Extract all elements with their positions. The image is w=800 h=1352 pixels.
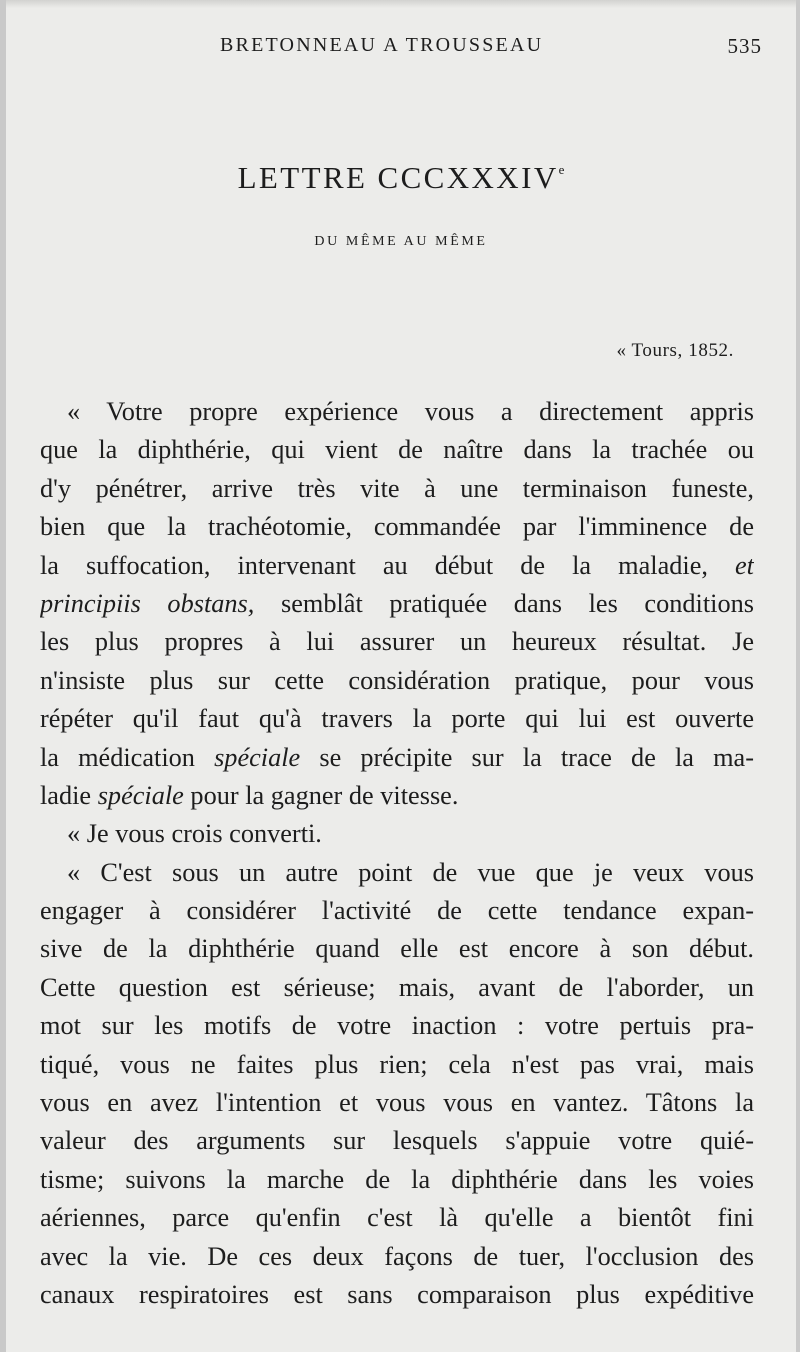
text-line bbox=[40, 1122, 754, 1160]
text-segment: sive de la diphthérie quand elle est encore à son début. bbox=[40, 934, 754, 964]
text-line bbox=[40, 1276, 754, 1314]
text-line bbox=[40, 700, 754, 738]
page-edge-shadow bbox=[6, 0, 796, 8]
text-line bbox=[40, 547, 754, 585]
text-line bbox=[40, 969, 754, 1007]
text-segment: ladie bbox=[40, 780, 98, 810]
text-segment: n'insiste plus sur cette considération pratique, pour vous bbox=[40, 665, 754, 695]
book-page bbox=[6, 0, 796, 1352]
dateline: « Tours, 1852. bbox=[616, 340, 734, 361]
text-segment: aériennes, parce qu'enfin c'est là qu'elle a bientôt fini bbox=[40, 1203, 754, 1233]
letter-title-superscript: e bbox=[558, 162, 565, 177]
text-segment: engager à considérer l'activité de cette tendance expan- bbox=[40, 896, 754, 926]
text-segment: canaux respiratoires est sans comparaison plus expéditive bbox=[40, 1279, 754, 1309]
text-segment: se précipite sur la trace de la ma- bbox=[300, 742, 754, 772]
text-segment: que la diphthérie, qui vient de naître dans la trachée ou bbox=[40, 435, 754, 465]
text-segment: valeur des arguments sur lesquels s'appuie votre quié- bbox=[40, 1126, 754, 1156]
text-segment: avec la vie. De ces deux façons de tuer, l'occlusion des bbox=[40, 1241, 754, 1271]
text-segment: tiqué, vous ne faites plus rien; cela n'est pas vrai, mais bbox=[40, 1049, 754, 1079]
text-line bbox=[40, 1007, 754, 1045]
text-segment: pour la gagner de vitesse. bbox=[183, 780, 459, 810]
text-line bbox=[40, 1161, 754, 1199]
text-segment: d'y pénétrer, arrive très vite à une terminaison funeste, bbox=[40, 473, 754, 503]
text-segment: Cette question est sérieuse; mais, avant de l'aborder, un bbox=[40, 972, 754, 1002]
text-segment: « Votre propre expérience vous a directement appris bbox=[67, 397, 754, 426]
running-head: BRETONNEAU A TROUSSEAU bbox=[220, 34, 544, 56]
letter-subtitle: DU MÊME AU MÊME bbox=[314, 234, 488, 249]
text-line bbox=[40, 930, 754, 968]
text-segment: « Je vous crois converti. bbox=[67, 819, 322, 849]
text-segment: tisme; suivons la marche de la diphthérie dans les voies bbox=[40, 1164, 754, 1194]
text-line bbox=[40, 892, 754, 930]
text-line bbox=[40, 508, 754, 546]
text-segment: la médication bbox=[40, 742, 215, 772]
text-segment: bien que la trachéotomie, commandée par l'imminence de bbox=[40, 512, 754, 542]
italic-text: spéciale bbox=[214, 742, 301, 772]
text-line bbox=[40, 777, 754, 815]
text-line bbox=[40, 854, 754, 892]
italic-text: principiis obstans, bbox=[40, 588, 255, 618]
text-line bbox=[40, 1046, 754, 1084]
text-segment: les plus propres à lui assurer un heureux résultat. Je bbox=[40, 627, 754, 657]
text-line bbox=[40, 585, 754, 623]
text-segment: la suffocation, intervenant au début de la maladie, bbox=[40, 550, 736, 580]
text-segment: « C'est sous un autre point de vue que je veux vous bbox=[67, 857, 754, 887]
text-line bbox=[40, 739, 754, 777]
text-line bbox=[40, 431, 754, 469]
text-segment: répéter qu'il faut qu'à travers la porte qui lui est ouverte bbox=[40, 704, 754, 734]
letter-title-text: LETTRE CCCXXXIV bbox=[237, 160, 559, 195]
text-segment: semblât pratiquée dans les conditions bbox=[254, 588, 754, 618]
text-segment: mot sur les motifs de votre inaction : votre pertuis pra- bbox=[40, 1011, 754, 1041]
text-line bbox=[40, 815, 754, 853]
text-line bbox=[40, 623, 754, 661]
text-line bbox=[40, 1084, 754, 1122]
letter-body bbox=[40, 393, 754, 1314]
text-line bbox=[40, 393, 754, 431]
text-line bbox=[40, 1238, 754, 1276]
italic-text: et bbox=[735, 550, 754, 580]
text-segment: vous en avez l'intention et vous vous en vantez. Tâtons la bbox=[40, 1088, 754, 1118]
text-line bbox=[40, 662, 754, 700]
text-line bbox=[40, 1199, 754, 1237]
italic-text: spéciale bbox=[97, 780, 184, 810]
letter-title bbox=[6, 160, 796, 196]
text-line bbox=[40, 470, 754, 508]
page-number: 535 bbox=[727, 34, 762, 58]
